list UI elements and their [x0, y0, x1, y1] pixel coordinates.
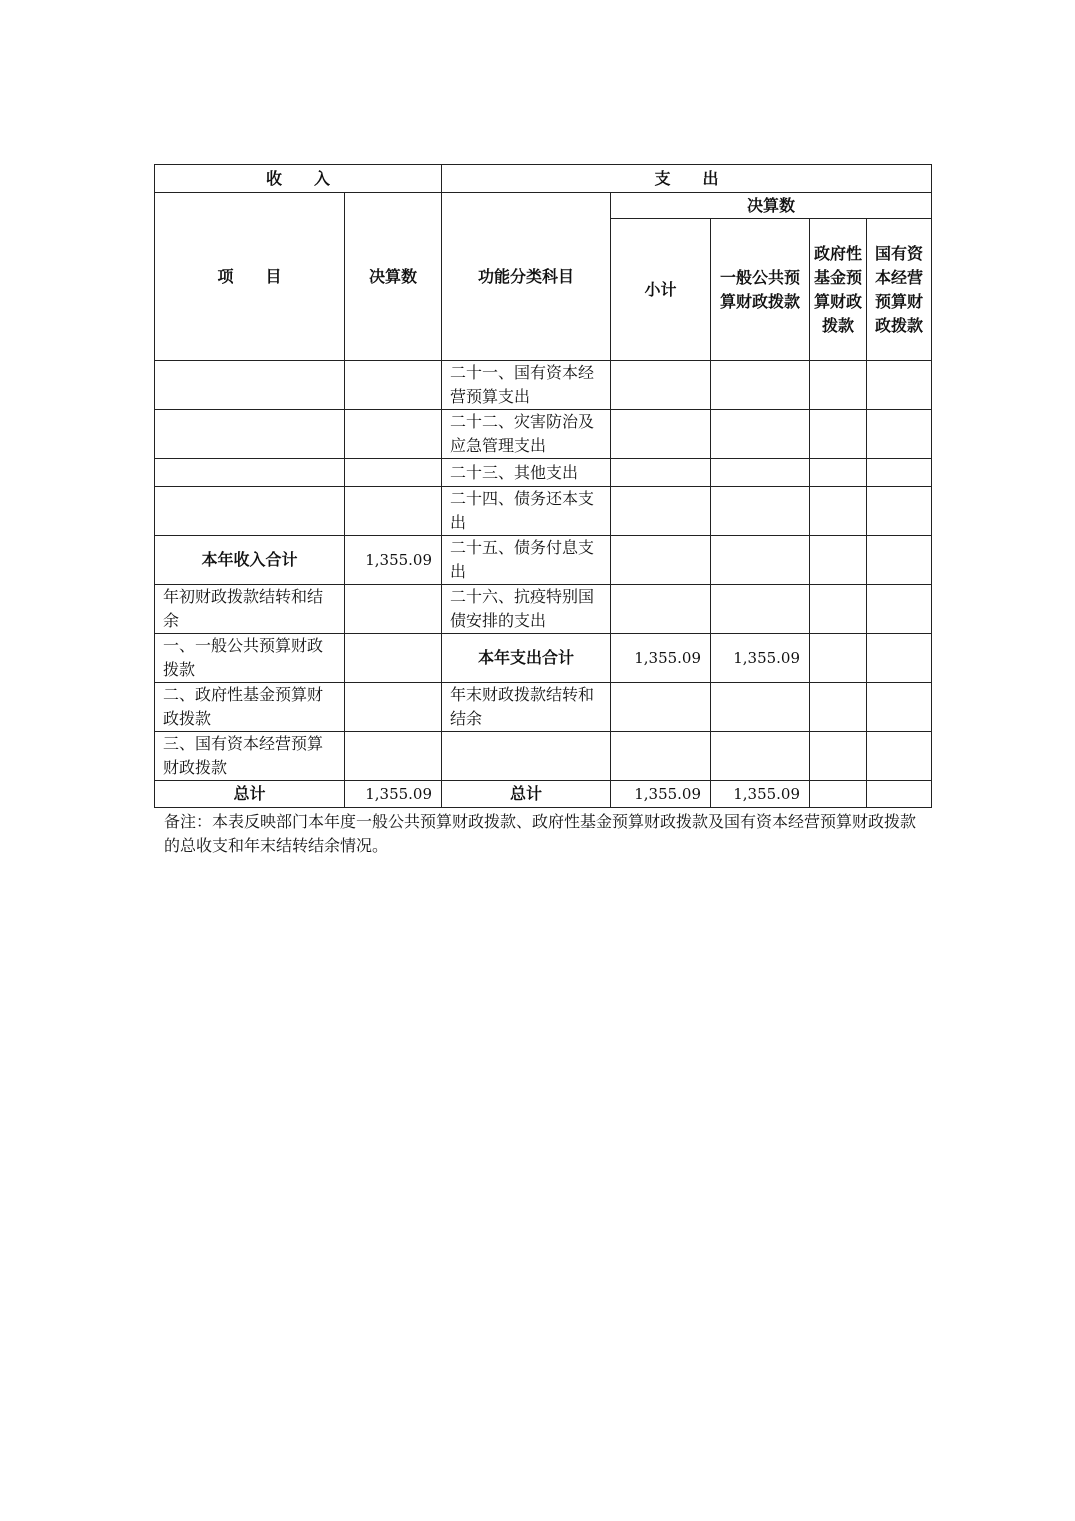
state-capital-cell [867, 459, 932, 487]
subtotal-cell [611, 410, 711, 459]
income-item-cell [155, 361, 345, 410]
income-header: 收 入 [155, 165, 442, 193]
subtotal-cell: 1,355.09 [611, 634, 711, 683]
gov-fund-cell [810, 361, 867, 410]
income-item-cell: 本年收入合计 [155, 536, 345, 585]
subtotal-cell [611, 732, 711, 781]
state-capital-cell [867, 487, 932, 536]
exp-item-cell: 二十一、国有资本经营预算支出 [442, 361, 611, 410]
subtotal-cell [611, 459, 711, 487]
table-row [155, 459, 932, 487]
income-amount-cell [345, 487, 442, 536]
gov-fund-cell [810, 410, 867, 459]
table-row [155, 361, 932, 410]
subtotal-cell [611, 361, 711, 410]
state-capital-cell [867, 732, 932, 781]
income-amount-cell [345, 410, 442, 459]
subtotal-cell [611, 683, 711, 732]
exp-item-cell: 二十六、抗疫特别国债安排的支出 [442, 585, 611, 634]
income-item-cell: 年初财政拨款结转和结余 [155, 585, 345, 634]
table-note: 备注：本表反映部门本年度一般公共预算财政拨款、政府性基金预算财政拨款及国有资本经营预算财政拨款的总收支和年末结转结余情况。 [164, 812, 917, 855]
income-item-cell [155, 487, 345, 536]
general-cell [711, 410, 810, 459]
general-cell: 1,355.09 [711, 634, 810, 683]
exp-item-cell: 二十三、其他支出 [442, 459, 611, 487]
state-capital-cell [867, 683, 932, 732]
general-budget-header: 一般公共预算财政拨款 [711, 219, 810, 361]
gov-fund-cell [810, 585, 867, 634]
income-amount-cell [345, 683, 442, 732]
income-amount-cell [345, 585, 442, 634]
income-item-cell [155, 459, 345, 487]
gov-fund-cell [810, 487, 867, 536]
table-row [155, 585, 932, 634]
subtotal-cell [611, 536, 711, 585]
subtotal-cell [611, 585, 711, 634]
exp-item-cell: 年末财政拨款结转和结余 [442, 683, 611, 732]
subtotal-cell [611, 487, 711, 536]
general-cell [711, 585, 810, 634]
income-amount-cell [345, 732, 442, 781]
func-category-header: 功能分类科目 [442, 193, 611, 361]
gov-fund-cell [810, 683, 867, 732]
total-income-amount: 1,355.09 [345, 781, 442, 808]
income-amount-cell [345, 634, 442, 683]
table-row [155, 732, 932, 781]
state-capital-cell [867, 634, 932, 683]
income-item-cell: 三、国有资本经营预算财政拨款 [155, 732, 345, 781]
gov-fund-cell [810, 536, 867, 585]
income-item-cell: 一、一般公共预算财政拨款 [155, 634, 345, 683]
income-item-cell: 二、政府性基金预算财政拨款 [155, 683, 345, 732]
state-capital-header: 国有资本经营预算财政拨款 [867, 219, 932, 361]
total-general: 1,355.09 [711, 781, 810, 808]
exp-item-cell: 本年支出合计 [442, 634, 611, 683]
fiscal-appropriation-table [154, 164, 932, 808]
income-amount-cell: 1,355.09 [345, 536, 442, 585]
total-subtotal: 1,355.09 [611, 781, 711, 808]
expenditure-header: 支 出 [442, 165, 932, 193]
exp-item-cell: 二十二、灾害防治及应急管理支出 [442, 410, 611, 459]
state-capital-cell [867, 585, 932, 634]
general-cell [711, 732, 810, 781]
table-row [155, 536, 932, 585]
exp-item-cell: 二十四、债务还本支出 [442, 487, 611, 536]
item-header: 项 目 [155, 193, 345, 361]
general-cell [711, 536, 810, 585]
income-final-amount-header: 决算数 [345, 193, 442, 361]
gov-fund-header: 政府性基金预算财政拨款 [810, 219, 867, 361]
table-row [155, 683, 932, 732]
state-capital-cell [867, 410, 932, 459]
table-row [155, 410, 932, 459]
gov-fund-cell [810, 459, 867, 487]
income-item-cell [155, 410, 345, 459]
total-row [155, 781, 932, 808]
income-amount-cell [345, 361, 442, 410]
general-cell [711, 361, 810, 410]
exp-item-cell: 二十五、债务付息支出 [442, 536, 611, 585]
gov-fund-cell [810, 732, 867, 781]
general-cell [711, 459, 810, 487]
general-cell [711, 683, 810, 732]
state-capital-cell [867, 361, 932, 410]
subtotal-header: 小计 [611, 219, 711, 361]
general-cell [711, 487, 810, 536]
fiscal-appropriation-table-sheet [154, 164, 931, 858]
total-gov-fund [810, 781, 867, 808]
table-row [155, 634, 932, 683]
total-state-capital [867, 781, 932, 808]
table-row [155, 487, 932, 536]
exp-item-cell [442, 732, 611, 781]
final-amount-group-header: 决算数 [611, 193, 932, 219]
income-amount-cell [345, 459, 442, 487]
state-capital-cell [867, 536, 932, 585]
total-income-label: 总计 [155, 781, 345, 808]
gov-fund-cell [810, 634, 867, 683]
total-exp-label: 总计 [442, 781, 611, 808]
